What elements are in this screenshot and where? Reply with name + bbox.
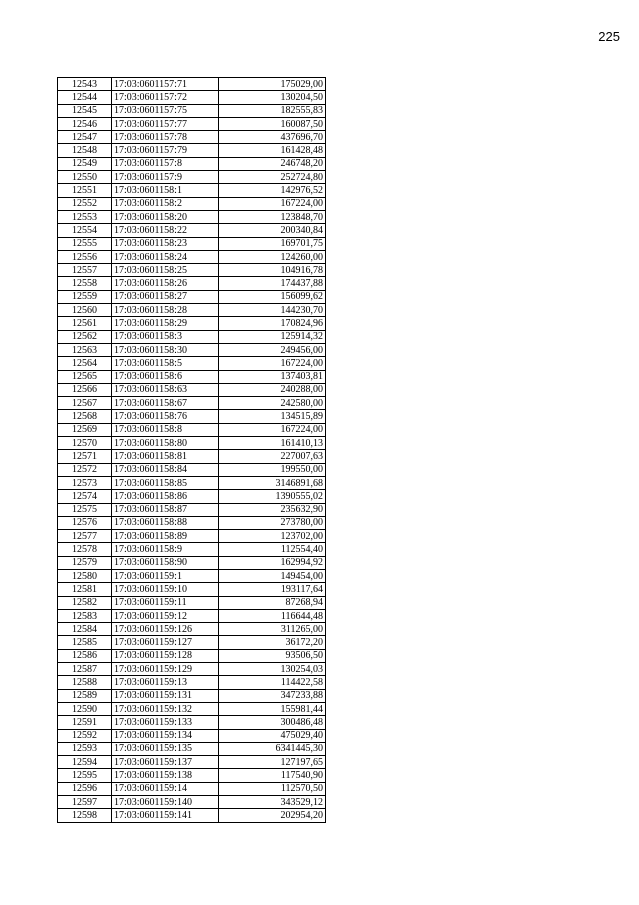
amount-cell: 273780,00 (219, 516, 326, 529)
row-id-cell: 12588 (58, 676, 112, 689)
table-row (58, 716, 326, 729)
cadastral-number-cell: 17:03:0601158:86 (112, 490, 219, 503)
row-id-cell: 12587 (58, 663, 112, 676)
amount-cell: 130254,03 (219, 663, 326, 676)
cadastral-number-cell: 17:03:0601158:1 (112, 184, 219, 197)
table-row (58, 742, 326, 755)
row-id-cell: 12548 (58, 144, 112, 157)
row-id-cell: 12597 (58, 796, 112, 809)
table-row (58, 131, 326, 144)
amount-cell: 235632,90 (219, 503, 326, 516)
amount-cell: 3146891,68 (219, 476, 326, 489)
amount-cell: 130204,50 (219, 91, 326, 104)
cadastral-number-cell: 17:03:0601158:63 (112, 383, 219, 396)
amount-cell: 437696,70 (219, 131, 326, 144)
amount-cell: 169701,75 (219, 237, 326, 250)
row-id-cell: 12567 (58, 397, 112, 410)
amount-cell: 87268,94 (219, 596, 326, 609)
row-id-cell: 12598 (58, 809, 112, 822)
table-row (58, 796, 326, 809)
cadastral-number-cell: 17:03:0601157:71 (112, 78, 219, 91)
cadastral-number-cell: 17:03:0601158:22 (112, 224, 219, 237)
row-id-cell: 12592 (58, 729, 112, 742)
cadastral-number-cell: 17:03:0601157:72 (112, 91, 219, 104)
table-row (58, 702, 326, 715)
amount-cell: 193117,64 (219, 583, 326, 596)
table-row (58, 769, 326, 782)
amount-cell: 144230,70 (219, 304, 326, 317)
amount-cell: 162994,92 (219, 556, 326, 569)
amount-cell: 127197,65 (219, 756, 326, 769)
cadastral-number-cell: 17:03:0601158:81 (112, 450, 219, 463)
row-id-cell: 12568 (58, 410, 112, 423)
table-row (58, 397, 326, 410)
amount-cell: 114422,58 (219, 676, 326, 689)
table-row (58, 490, 326, 503)
row-id-cell: 12596 (58, 782, 112, 795)
row-id-cell: 12564 (58, 357, 112, 370)
cadastral-number-cell: 17:03:0601159:128 (112, 649, 219, 662)
amount-cell: 137403,81 (219, 370, 326, 383)
table-row (58, 290, 326, 303)
row-id-cell: 12561 (58, 317, 112, 330)
row-id-cell: 12591 (58, 716, 112, 729)
amount-cell: 125914,32 (219, 330, 326, 343)
cadastral-number-cell: 17:03:0601158:67 (112, 397, 219, 410)
amount-cell: 227007,63 (219, 450, 326, 463)
row-id-cell: 12543 (58, 78, 112, 91)
cadastral-number-cell: 17:03:0601158:87 (112, 503, 219, 516)
cadastral-number-cell: 17:03:0601159:135 (112, 742, 219, 755)
row-id-cell: 12590 (58, 702, 112, 715)
amount-cell: 167224,00 (219, 357, 326, 370)
amount-cell: 134515,89 (219, 410, 326, 423)
amount-cell: 155981,44 (219, 702, 326, 715)
row-id-cell: 12566 (58, 383, 112, 396)
cadastral-number-cell: 17:03:0601158:20 (112, 210, 219, 223)
cadastral-number-cell: 17:03:0601158:23 (112, 237, 219, 250)
cadastral-number-cell: 17:03:0601157:77 (112, 117, 219, 130)
row-id-cell: 12583 (58, 609, 112, 622)
cadastral-number-cell: 17:03:0601158:2 (112, 197, 219, 210)
cadastral-number-cell: 17:03:0601158:6 (112, 370, 219, 383)
table-row (58, 663, 326, 676)
amount-cell: 112570,50 (219, 782, 326, 795)
cadastral-number-cell: 17:03:0601158:89 (112, 530, 219, 543)
amount-cell: 252724,80 (219, 171, 326, 184)
row-id-cell: 12595 (58, 769, 112, 782)
amount-cell: 182555,83 (219, 104, 326, 117)
row-id-cell: 12585 (58, 636, 112, 649)
table-row (58, 623, 326, 636)
amount-cell: 117540,90 (219, 769, 326, 782)
row-id-cell: 12575 (58, 503, 112, 516)
table-row (58, 237, 326, 250)
amount-cell: 242580,00 (219, 397, 326, 410)
row-id-cell: 12570 (58, 437, 112, 450)
row-id-cell: 12582 (58, 596, 112, 609)
table-row (58, 596, 326, 609)
amount-cell: 167224,00 (219, 423, 326, 436)
table-row (58, 78, 326, 91)
amount-cell: 36172,20 (219, 636, 326, 649)
table-row (58, 809, 326, 822)
amount-cell: 311265,00 (219, 623, 326, 636)
row-id-cell: 12555 (58, 237, 112, 250)
table-row (58, 304, 326, 317)
amount-cell: 104916,78 (219, 264, 326, 277)
cadastral-number-cell: 17:03:0601158:3 (112, 330, 219, 343)
cadastral-number-cell: 17:03:0601157:75 (112, 104, 219, 117)
amount-cell: 347233,88 (219, 689, 326, 702)
cadastral-number-cell: 17:03:0601158:24 (112, 250, 219, 263)
amount-cell: 300486,48 (219, 716, 326, 729)
table-row (58, 264, 326, 277)
table-row (58, 250, 326, 263)
amount-cell: 246748,20 (219, 157, 326, 170)
amount-cell: 161410,13 (219, 437, 326, 450)
row-id-cell: 12556 (58, 250, 112, 263)
amount-cell: 142976,52 (219, 184, 326, 197)
row-id-cell: 12549 (58, 157, 112, 170)
table-row (58, 171, 326, 184)
table-row (58, 144, 326, 157)
table-row (58, 91, 326, 104)
table-row (58, 782, 326, 795)
table-row (58, 689, 326, 702)
cadastral-number-cell: 17:03:0601157:79 (112, 144, 219, 157)
row-id-cell: 12560 (58, 304, 112, 317)
table-row (58, 330, 326, 343)
cadastral-number-cell: 17:03:0601159:10 (112, 583, 219, 596)
amount-cell: 199550,00 (219, 463, 326, 476)
table-row (58, 410, 326, 423)
row-id-cell: 12573 (58, 476, 112, 489)
cadastral-number-cell: 17:03:0601157:8 (112, 157, 219, 170)
table-row (58, 530, 326, 543)
table-row (58, 104, 326, 117)
cadastral-number-cell: 17:03:0601159:126 (112, 623, 219, 636)
table-row (58, 357, 326, 370)
table-row (58, 756, 326, 769)
cadastral-number-cell: 17:03:0601157:78 (112, 131, 219, 144)
cadastral-number-cell: 17:03:0601159:127 (112, 636, 219, 649)
row-id-cell: 12572 (58, 463, 112, 476)
amount-cell: 174437,88 (219, 277, 326, 290)
table-row (58, 543, 326, 556)
table-row (58, 609, 326, 622)
amount-cell: 202954,20 (219, 809, 326, 822)
table-row (58, 583, 326, 596)
table-row (58, 383, 326, 396)
row-id-cell: 12550 (58, 171, 112, 184)
amount-cell: 161428,48 (219, 144, 326, 157)
table-row (58, 503, 326, 516)
cadastral-number-cell: 17:03:0601158:8 (112, 423, 219, 436)
table-row (58, 569, 326, 582)
row-id-cell: 12562 (58, 330, 112, 343)
data-table (57, 77, 326, 823)
row-id-cell: 12586 (58, 649, 112, 662)
table-row (58, 636, 326, 649)
row-id-cell: 12547 (58, 131, 112, 144)
table-row (58, 476, 326, 489)
amount-cell: 167224,00 (219, 197, 326, 210)
cadastral-number-cell: 17:03:0601158:76 (112, 410, 219, 423)
cadastral-number-cell: 17:03:0601158:25 (112, 264, 219, 277)
row-id-cell: 12563 (58, 343, 112, 356)
row-id-cell: 12579 (58, 556, 112, 569)
row-id-cell: 12554 (58, 224, 112, 237)
table-row (58, 184, 326, 197)
row-id-cell: 12544 (58, 91, 112, 104)
row-id-cell: 12546 (58, 117, 112, 130)
row-id-cell: 12571 (58, 450, 112, 463)
row-id-cell: 12594 (58, 756, 112, 769)
cadastral-number-cell: 17:03:0601158:80 (112, 437, 219, 450)
cadastral-number-cell: 17:03:0601159:138 (112, 769, 219, 782)
cadastral-number-cell: 17:03:0601157:9 (112, 171, 219, 184)
cadastral-number-cell: 17:03:0601158:29 (112, 317, 219, 330)
row-id-cell: 12565 (58, 370, 112, 383)
table-row (58, 423, 326, 436)
row-id-cell: 12551 (58, 184, 112, 197)
table-row (58, 450, 326, 463)
amount-cell: 116644,48 (219, 609, 326, 622)
amount-cell: 343529,12 (219, 796, 326, 809)
table-row (58, 224, 326, 237)
cadastral-number-cell: 17:03:0601159:13 (112, 676, 219, 689)
page-number: 225 (598, 29, 620, 44)
cadastral-number-cell: 17:03:0601159:133 (112, 716, 219, 729)
amount-cell: 249456,00 (219, 343, 326, 356)
row-id-cell: 12574 (58, 490, 112, 503)
amount-cell: 112554,40 (219, 543, 326, 556)
row-id-cell: 12580 (58, 569, 112, 582)
table-row (58, 370, 326, 383)
table-row (58, 729, 326, 742)
amount-cell: 6341445,30 (219, 742, 326, 755)
cadastral-number-cell: 17:03:0601159:1 (112, 569, 219, 582)
cadastral-number-cell: 17:03:0601159:14 (112, 782, 219, 795)
row-id-cell: 12558 (58, 277, 112, 290)
cadastral-number-cell: 17:03:0601158:26 (112, 277, 219, 290)
cadastral-number-cell: 17:03:0601158:84 (112, 463, 219, 476)
amount-cell: 123848,70 (219, 210, 326, 223)
cadastral-number-cell: 17:03:0601159:140 (112, 796, 219, 809)
row-id-cell: 12552 (58, 197, 112, 210)
cadastral-number-cell: 17:03:0601158:5 (112, 357, 219, 370)
table-row (58, 463, 326, 476)
cadastral-number-cell: 17:03:0601159:132 (112, 702, 219, 715)
row-id-cell: 12553 (58, 210, 112, 223)
row-id-cell: 12559 (58, 290, 112, 303)
row-id-cell: 12569 (58, 423, 112, 436)
amount-cell: 123702,00 (219, 530, 326, 543)
table-row (58, 197, 326, 210)
table-row (58, 649, 326, 662)
table-row (58, 343, 326, 356)
amount-cell: 475029,40 (219, 729, 326, 742)
table-row (58, 157, 326, 170)
cadastral-number-cell: 17:03:0601158:85 (112, 476, 219, 489)
cadastral-number-cell: 17:03:0601159:134 (112, 729, 219, 742)
cadastral-number-cell: 17:03:0601159:12 (112, 609, 219, 622)
row-id-cell: 12576 (58, 516, 112, 529)
cadastral-number-cell: 17:03:0601159:141 (112, 809, 219, 822)
row-id-cell: 12584 (58, 623, 112, 636)
row-id-cell: 12578 (58, 543, 112, 556)
table-body (58, 78, 326, 823)
table-row (58, 437, 326, 450)
row-id-cell: 12577 (58, 530, 112, 543)
row-id-cell: 12545 (58, 104, 112, 117)
row-id-cell: 12557 (58, 264, 112, 277)
amount-cell: 175029,00 (219, 78, 326, 91)
cadastral-number-cell: 17:03:0601158:9 (112, 543, 219, 556)
table-row (58, 676, 326, 689)
row-id-cell: 12593 (58, 742, 112, 755)
cadastral-number-cell: 17:03:0601159:137 (112, 756, 219, 769)
amount-cell: 93506,50 (219, 649, 326, 662)
amount-cell: 156099,62 (219, 290, 326, 303)
amount-cell: 124260,00 (219, 250, 326, 263)
amount-cell: 1390555,02 (219, 490, 326, 503)
cadastral-number-cell: 17:03:0601158:88 (112, 516, 219, 529)
amount-cell: 170824,96 (219, 317, 326, 330)
cadastral-number-cell: 17:03:0601158:30 (112, 343, 219, 356)
amount-cell: 160087,50 (219, 117, 326, 130)
table-row (58, 317, 326, 330)
amount-cell: 149454,00 (219, 569, 326, 582)
cadastral-number-cell: 17:03:0601159:11 (112, 596, 219, 609)
cadastral-number-cell: 17:03:0601158:28 (112, 304, 219, 317)
table-row (58, 210, 326, 223)
table-row (58, 516, 326, 529)
row-id-cell: 12581 (58, 583, 112, 596)
cadastral-number-cell: 17:03:0601158:27 (112, 290, 219, 303)
table-row (58, 277, 326, 290)
cadastral-number-cell: 17:03:0601159:129 (112, 663, 219, 676)
amount-cell: 240288,00 (219, 383, 326, 396)
cadastral-number-cell: 17:03:0601159:131 (112, 689, 219, 702)
row-id-cell: 12589 (58, 689, 112, 702)
table-row (58, 117, 326, 130)
amount-cell: 200340,84 (219, 224, 326, 237)
table-row (58, 556, 326, 569)
cadastral-number-cell: 17:03:0601158:90 (112, 556, 219, 569)
